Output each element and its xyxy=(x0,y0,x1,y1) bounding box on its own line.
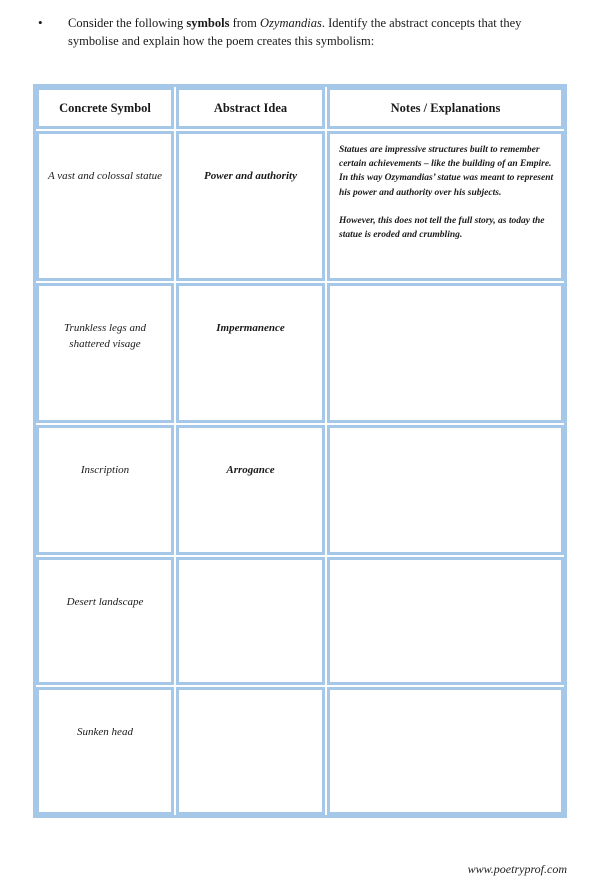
symbol-cell-statue: A vast and colossal statue xyxy=(36,131,174,281)
notes-cell-desert-landscape xyxy=(327,557,564,685)
notes-paragraph-1: Statues are impressive structures built to remember certain achievements – like the building of an Empire. In this way Ozymandias’ statue was meant to represent his power and authority over his subjects. xyxy=(339,145,554,198)
idea-cell-empty-desert xyxy=(176,557,325,685)
instruction-part-3: from xyxy=(229,16,261,30)
idea-cell-power-authority: Power and authority xyxy=(176,131,325,281)
notes-paragraph-2: However, this does not tell the full story, as today the statue is eroded and crumbling. xyxy=(339,215,545,241)
footer-website-link[interactable]: www.poetryprof.com xyxy=(467,862,567,876)
idea-cell-impermanence: Impermanence xyxy=(176,283,325,423)
instruction-part-1: Consider the following xyxy=(68,16,187,30)
notes-cell-trunkless-legs xyxy=(327,283,564,423)
instruction-bold-word: symbols xyxy=(186,16,230,30)
instruction-bullet-item xyxy=(38,14,550,50)
symbol-cell-desert-landscape: Desert landscape xyxy=(36,557,174,685)
column-header-abstract-idea: Abstract Idea xyxy=(176,87,325,129)
symbol-cell-inscription: Inscription xyxy=(36,425,174,555)
instruction-poem-title: Ozymandias xyxy=(260,16,322,30)
symbol-cell-sunken-head: Sunken head xyxy=(36,687,174,815)
notes-cell-sunken-head xyxy=(327,687,564,815)
instruction-text xyxy=(68,14,550,50)
symbol-cell-trunkless-legs: Trunkless legs and shattered visage xyxy=(36,283,174,423)
notes-cell-inscription xyxy=(327,425,564,555)
symbols-table xyxy=(33,84,567,818)
instruction-part-5: . Identify the abstract concepts that they symbolise and explain how the poem creates this symbolism: xyxy=(68,16,522,48)
column-header-notes-explanations: Notes / Explanations xyxy=(327,87,564,129)
idea-cell-arrogance: Arrogance xyxy=(176,425,325,555)
column-header-concrete-symbol: Concrete Symbol xyxy=(36,87,174,129)
notes-cell-statue xyxy=(327,131,564,281)
idea-cell-empty-sunken xyxy=(176,687,325,815)
bullet-icon: • xyxy=(38,15,43,30)
